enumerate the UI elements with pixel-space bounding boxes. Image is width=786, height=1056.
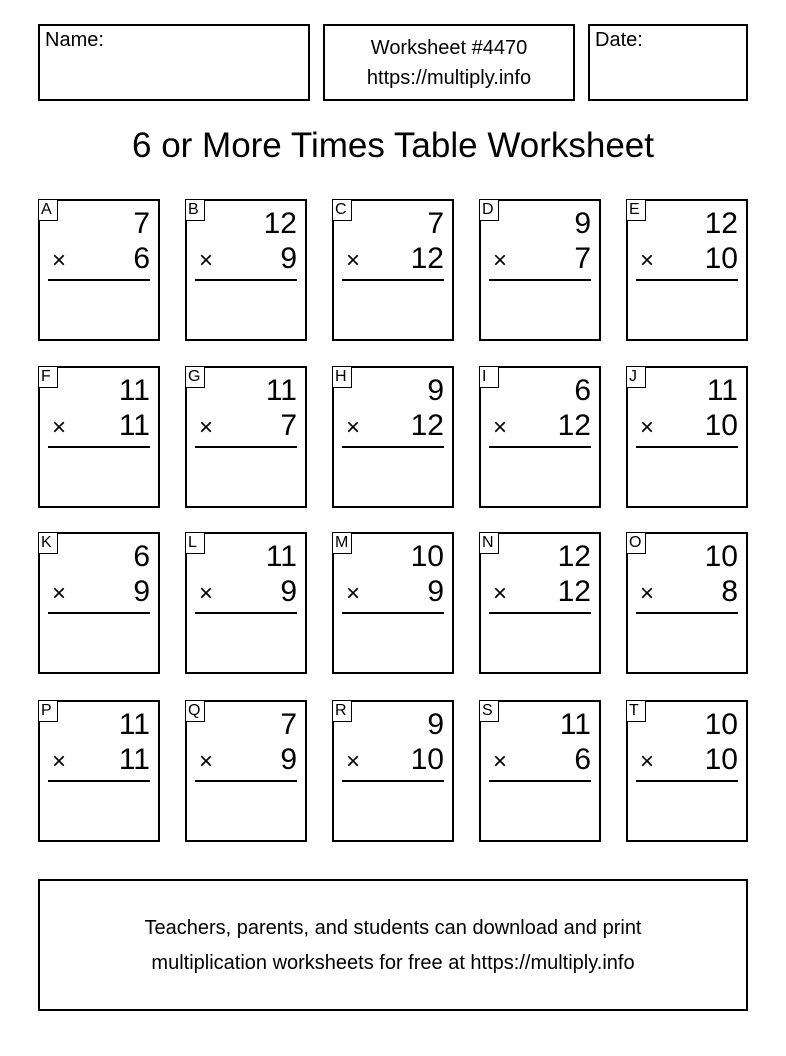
multiplier: 10	[410, 743, 444, 776]
name-field-box[interactable]	[38, 24, 310, 101]
multiplier: 12	[410, 409, 444, 442]
answer-line	[195, 780, 297, 782]
footer-box	[38, 879, 748, 1011]
times-icon: ×	[346, 414, 361, 441]
problem-card[interactable]	[479, 199, 601, 341]
multiplicand: 9	[427, 708, 444, 741]
multiplier: 10	[704, 743, 738, 776]
problem-label: E	[626, 199, 646, 221]
worksheet-id: Worksheet #4470	[370, 37, 528, 59]
times-icon: ×	[640, 580, 655, 607]
multiplicand: 10	[704, 540, 738, 573]
multiplier: 9	[133, 575, 150, 608]
multiplicand: 11	[265, 374, 297, 407]
multiplicand: 11	[118, 374, 150, 407]
answer-line	[342, 780, 444, 782]
multiplicand: 12	[704, 207, 738, 240]
answer-line	[195, 446, 297, 448]
times-icon: ×	[199, 247, 214, 274]
worksheet-url: https://multiply.info	[366, 67, 532, 89]
problem-label: T	[626, 700, 646, 722]
multiplier: 9	[280, 242, 297, 275]
times-icon: ×	[346, 748, 361, 775]
footer-line-2: multiplication worksheets for free at https://multiply.info	[151, 952, 635, 974]
answer-line	[195, 279, 297, 281]
footer-line-1: Teachers, parents, and students can download and print	[144, 917, 642, 939]
multiplicand: 11	[706, 374, 738, 407]
problem-label: Q	[185, 700, 205, 722]
multiplier: 6	[133, 242, 150, 275]
multiplicand: 7	[280, 708, 297, 741]
problem-label: N	[479, 532, 499, 554]
problem-label: P	[38, 700, 58, 722]
problem-card[interactable]	[626, 199, 748, 341]
multiplicand: 6	[574, 374, 591, 407]
times-icon: ×	[52, 247, 67, 274]
problem-label: C	[332, 199, 352, 221]
answer-line	[489, 446, 591, 448]
multiplicand: 6	[133, 540, 150, 573]
multiplicand: 12	[557, 540, 591, 573]
problem-card[interactable]	[479, 700, 601, 842]
problem-card[interactable]	[185, 199, 307, 341]
times-icon: ×	[640, 748, 655, 775]
answer-line	[342, 612, 444, 614]
multiplicand: 11	[265, 540, 297, 573]
multiplicand: 11	[118, 708, 150, 741]
times-icon: ×	[199, 748, 214, 775]
problem-label: R	[332, 700, 352, 722]
answer-line	[636, 612, 738, 614]
times-icon: ×	[640, 414, 655, 441]
date-label: Date:	[595, 29, 643, 51]
problem-card[interactable]	[185, 532, 307, 674]
problem-label: K	[38, 532, 58, 554]
times-icon: ×	[52, 748, 67, 775]
problem-card[interactable]	[479, 366, 601, 508]
answer-line	[342, 279, 444, 281]
answer-line	[489, 279, 591, 281]
times-icon: ×	[640, 247, 655, 274]
answer-line	[342, 446, 444, 448]
problem-card[interactable]	[185, 366, 307, 508]
problem-label: D	[479, 199, 499, 221]
multiplier: 12	[557, 409, 591, 442]
multiplier: 6	[574, 743, 591, 776]
problem-label: O	[626, 532, 646, 554]
problem-label: M	[332, 532, 352, 554]
multiplicand: 7	[133, 207, 150, 240]
answer-line	[48, 780, 150, 782]
problem-card[interactable]	[626, 532, 748, 674]
multiplier: 12	[557, 575, 591, 608]
multiplier: 8	[721, 575, 738, 608]
problem-label: A	[38, 199, 58, 221]
times-icon: ×	[493, 414, 508, 441]
multiplier: 10	[704, 409, 738, 442]
multiplier: 7	[280, 409, 297, 442]
multiplier: 10	[704, 242, 738, 275]
problem-card[interactable]	[626, 366, 748, 508]
problem-card[interactable]	[479, 532, 601, 674]
problem-label: H	[332, 366, 352, 388]
multiplier: 11	[118, 743, 150, 776]
multiplicand: 11	[559, 708, 591, 741]
answer-line	[636, 780, 738, 782]
problem-card[interactable]	[332, 366, 454, 508]
times-icon: ×	[52, 414, 67, 441]
problem-card[interactable]	[38, 700, 160, 842]
problem-card[interactable]	[332, 700, 454, 842]
problem-label: L	[185, 532, 205, 554]
multiplicand: 9	[574, 207, 591, 240]
times-icon: ×	[493, 580, 508, 607]
answer-line	[489, 612, 591, 614]
answer-line	[48, 446, 150, 448]
answer-line	[636, 446, 738, 448]
multiplicand: 7	[427, 207, 444, 240]
answer-line	[48, 279, 150, 281]
times-icon: ×	[493, 247, 508, 274]
multiplier: 11	[118, 409, 150, 442]
multiplicand: 10	[410, 540, 444, 573]
problem-card[interactable]	[38, 532, 160, 674]
answer-line	[48, 612, 150, 614]
multiplier: 9	[280, 575, 297, 608]
problem-label: G	[185, 366, 205, 388]
problem-card[interactable]	[38, 199, 160, 341]
multiplicand: 10	[704, 708, 738, 741]
name-label: Name:	[45, 29, 104, 51]
problem-card[interactable]	[332, 532, 454, 674]
multiplier: 9	[427, 575, 444, 608]
answer-line	[636, 279, 738, 281]
worksheet-id-box	[323, 24, 575, 101]
problem-label: S	[479, 700, 499, 722]
problem-card[interactable]	[185, 700, 307, 842]
problem-card[interactable]	[332, 199, 454, 341]
times-icon: ×	[346, 247, 361, 274]
answer-line	[195, 612, 297, 614]
problem-label: B	[185, 199, 205, 221]
times-icon: ×	[199, 414, 214, 441]
times-icon: ×	[346, 580, 361, 607]
problem-label: I	[479, 366, 499, 388]
answer-line	[489, 780, 591, 782]
problem-label: J	[626, 366, 646, 388]
problem-card[interactable]	[38, 366, 160, 508]
date-field-box[interactable]	[588, 24, 748, 101]
times-icon: ×	[52, 580, 67, 607]
times-icon: ×	[199, 580, 214, 607]
page-title: 6 or More Times Table Worksheet	[132, 126, 654, 165]
multiplicand: 12	[263, 207, 297, 240]
multiplicand: 9	[427, 374, 444, 407]
multiplier: 7	[574, 242, 591, 275]
problem-label: F	[38, 366, 58, 388]
multiplier: 9	[280, 743, 297, 776]
times-icon: ×	[493, 748, 508, 775]
problem-card[interactable]	[626, 700, 748, 842]
multiplier: 12	[410, 242, 444, 275]
